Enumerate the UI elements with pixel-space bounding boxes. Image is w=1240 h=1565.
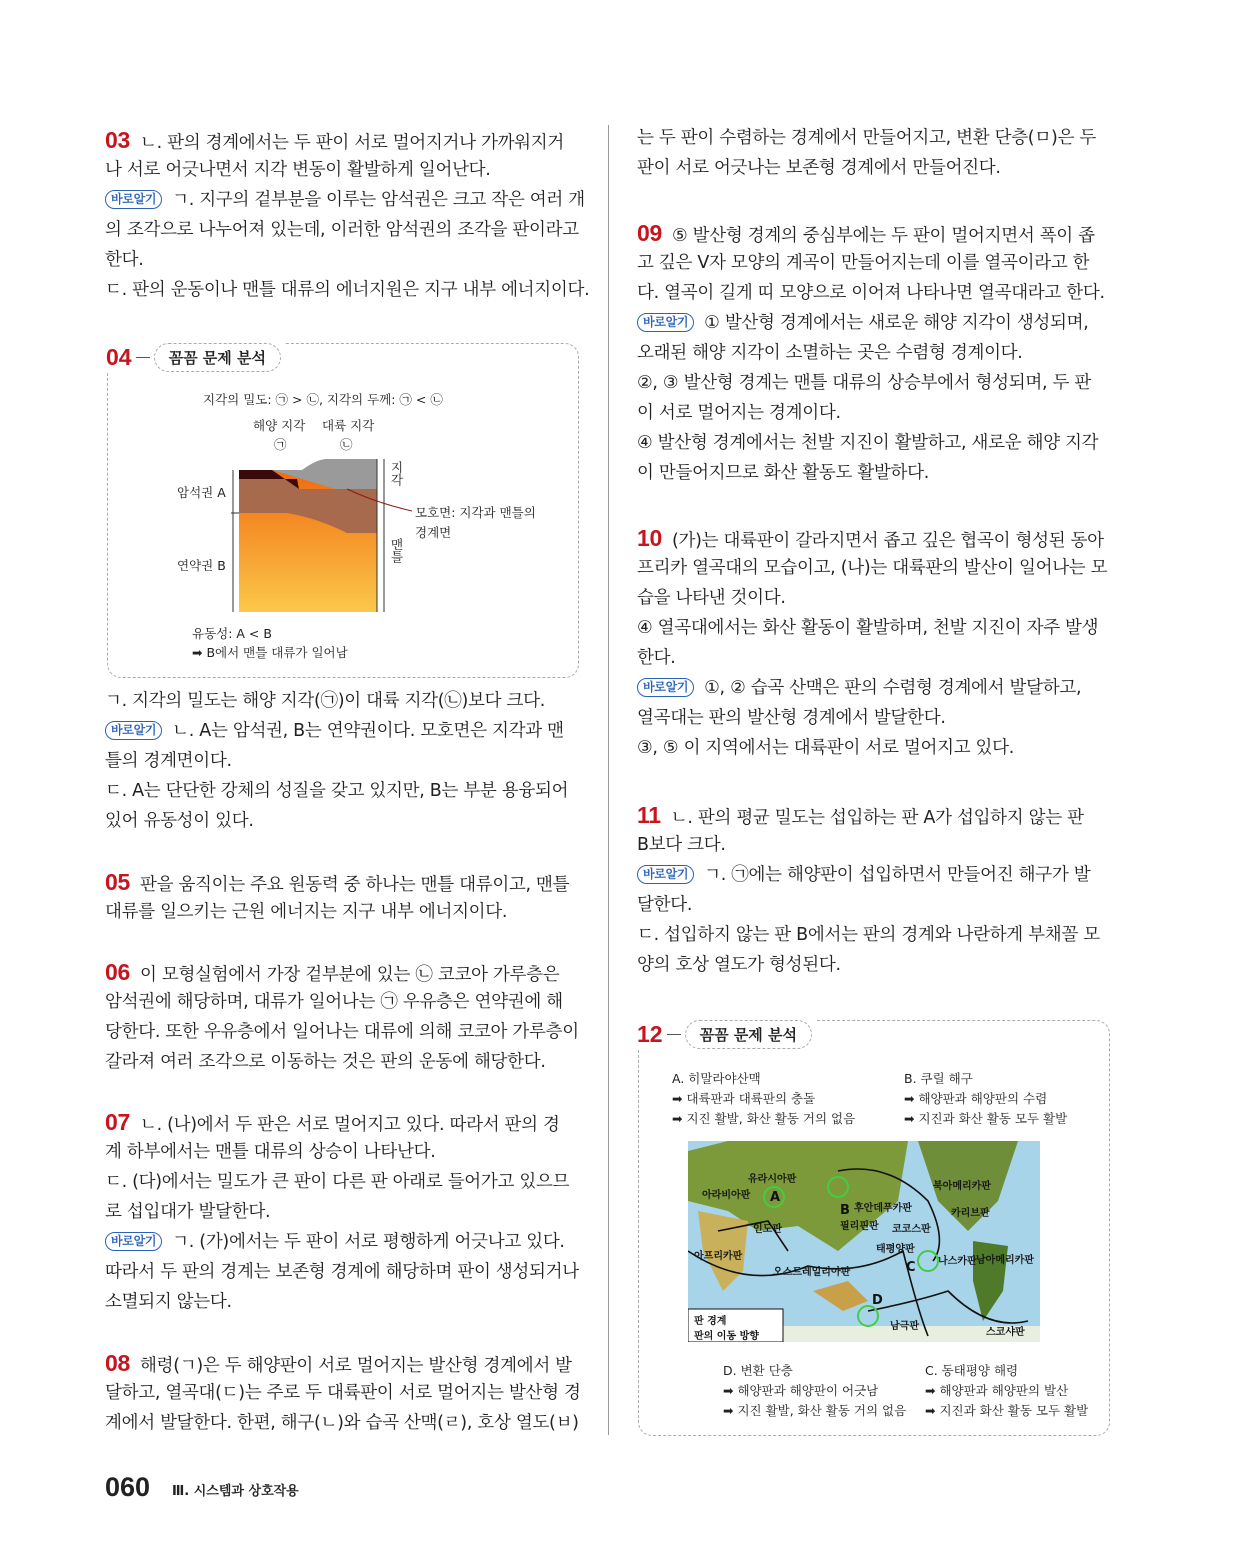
correction-badge: 바로알기 — [637, 313, 694, 332]
line-text: 있어 유동성이 있다. — [105, 811, 254, 831]
line-text: (가)는 대륙판이 갈라지면서 좁고 깊은 협곡이 형성된 동아 — [671, 531, 1104, 551]
question-number: 11 — [637, 802, 661, 828]
text-line — [637, 368, 1113, 398]
plate-label: 나스카판 — [938, 1256, 977, 1267]
world-plate-map — [688, 1141, 1040, 1342]
text-line — [105, 125, 581, 155]
text-line — [105, 215, 581, 245]
continental-label: 대륙 지각 — [322, 418, 375, 433]
text-line — [637, 398, 1113, 428]
text-line — [105, 1017, 581, 1047]
text-line — [637, 890, 1113, 920]
text-line — [637, 920, 1113, 950]
text-line — [637, 733, 1113, 763]
line-text: 계에서 발달한다. 한편, 해구(ㄴ)와 습곡 산맥(ㄹ), 호상 열도(ㅂ) — [105, 1413, 579, 1433]
text-line — [105, 1107, 581, 1137]
line-text: 열곡대는 판의 발산형 경계에서 발달한다. — [637, 708, 946, 728]
plate-label: 필리핀판 — [840, 1221, 879, 1232]
line-text: 한다. — [105, 250, 144, 270]
line-text: ㄴ. 판의 평균 밀도는 섭입하는 판 A가 섭입하지 않는 판 — [670, 808, 1084, 828]
plate-label: 남아메리카판 — [976, 1255, 1034, 1266]
line-text: 대류를 일으키는 근원 에너지는 지구 내부 에너지이다. — [105, 902, 508, 922]
plate-label: 코코스판 — [892, 1224, 931, 1235]
text-line — [105, 987, 581, 1017]
line-text: 해령(ㄱ)은 두 해양판이 서로 멀어지는 발산형 경계에서 발 — [139, 1356, 572, 1376]
text-line — [105, 185, 585, 215]
line-text: 나 서로 어긋나면서 지각 변동이 활발하게 일어난다. — [105, 160, 491, 180]
question-number: 06 — [105, 959, 130, 985]
text-line — [105, 716, 581, 746]
fluidity-note: 유동성: A < B — [192, 626, 272, 641]
text-line — [637, 613, 1113, 643]
text-line — [637, 523, 1113, 553]
question-number: 10 — [637, 525, 662, 551]
text-line — [105, 1348, 581, 1378]
density-note: 지각의 밀도: ㉠ > ㉡, 지각의 두께: ㉠ < ㉡ — [203, 392, 443, 407]
line-text: 당한다. 또한 우유층에서 일어나는 대류에 의해 코코아 가루층이 — [105, 1022, 579, 1042]
lithosphere-label: 암석권 A — [177, 485, 226, 500]
line-text: ㄴ. 판의 경계에서는 두 판이 서로 멀어지거나 가까워지거 — [139, 133, 564, 153]
question-number: 08 — [105, 1350, 130, 1376]
plate-label: 오스트레일리아판 — [773, 1267, 851, 1278]
line-text: 오래된 해양 지각이 소멸하는 곳은 수렴형 경계이다. — [637, 343, 1023, 363]
correction-badge: 바로알기 — [637, 865, 694, 884]
line-text: ㄱ. 지구의 겉부분을 이루는 암석권은 크고 작은 여러 개 — [172, 190, 585, 210]
line-text: ㄷ. 판의 운동이나 맨틀 대류의 에너지원은 지구 내부 에너지이다. — [105, 280, 590, 300]
line-text: ㄱ. ㉠에는 해양판이 섭입하면서 만들어진 해구가 발 — [704, 865, 1091, 885]
line-text: ① 발산형 경계에서는 새로운 해양 지각이 생성되며, — [704, 313, 1089, 333]
line-text: 고 깊은 V자 모양의 계곡이 만들어지는데 이를 열곡이라고 한 — [637, 253, 1090, 273]
line-text: 의 조각으로 나누어져 있는데, 이러한 암석권의 조각을 판이라고 — [105, 220, 579, 240]
text-line — [637, 338, 1113, 368]
moho-label-2: 경계면 — [415, 525, 452, 540]
line-text: ②, ③ 발산형 경계는 맨틀 대류의 상승부에서 형성되며, 두 판 — [637, 373, 1091, 393]
line-text: 이 만들어지므로 화산 활동도 활발하다. — [637, 463, 929, 483]
page-number: 060 — [105, 1472, 151, 1502]
line-text: 판이 서로 어긋나는 보존형 경계에서 만들어진다. — [637, 158, 1001, 178]
question-number: 09 — [637, 220, 662, 246]
text-line — [637, 830, 1113, 860]
plate-label: 카리브판 — [951, 1208, 990, 1219]
line-text: ㄷ. 섭입하지 않는 판 B에서는 판의 경계와 나란하게 부채꼴 모 — [637, 925, 1100, 945]
line-text: 갈라져 여러 조각으로 이동하는 것은 판의 운동에 해당한다. — [105, 1052, 546, 1072]
note-line: ➡ 지진 활발, 화산 활동 거의 없음 — [672, 1111, 856, 1126]
text-line — [637, 458, 1113, 488]
text-line — [105, 245, 581, 275]
text-line — [105, 897, 581, 927]
note-line: ➡ 지진과 화산 활동 모두 활발 — [904, 1111, 1068, 1126]
correction-badge: 바로알기 — [105, 721, 162, 740]
line-text: 프리카 열곡대의 모습이고, (나)는 대륙판의 발산이 일어나는 모 — [637, 558, 1108, 578]
note-line: ➡ 지진과 화산 활동 모두 활발 — [925, 1403, 1089, 1418]
line-text: 틀의 경계면이다. — [105, 751, 232, 771]
plate-label: 아라비아판 — [702, 1190, 751, 1201]
line-text: 달한다. — [637, 895, 693, 915]
line-text: ㄴ. (나)에서 두 판은 서로 멀어지고 있다. 따라서 판의 경 — [139, 1115, 560, 1135]
question-number: 12 — [637, 1021, 663, 1047]
oceanic-label: 해양 지각 — [253, 418, 306, 433]
text-line — [637, 800, 1113, 830]
text-line — [105, 275, 590, 305]
note-line: ➡ 해양판과 해양판의 수렴 — [904, 1091, 1048, 1106]
line-text: 달하고, 열곡대(ㄷ)는 주로 두 대륙판이 서로 멀어지는 발산형 경 — [105, 1383, 581, 1403]
mantle-label: 맨틀 — [389, 538, 404, 563]
note-title: B. 쿠릴 해구 — [904, 1071, 973, 1086]
plate-label: 아프리카판 — [694, 1251, 743, 1262]
text-line — [105, 1227, 581, 1257]
text-line — [637, 123, 1113, 153]
line-text: ④ 발산형 경계에서는 천발 지진이 활발하고, 새로운 해양 지각 — [637, 433, 1099, 453]
line-text: 로 섭입대가 발달한다. — [105, 1202, 271, 1222]
line-text: ⑤ 발산형 경계의 중심부에는 두 판이 멀어지면서 폭이 좁 — [671, 226, 1095, 246]
note-title: C. 동태평양 해령 — [925, 1363, 1019, 1378]
line-text: ㄱ. (가)에서는 두 판이 서로 평행하게 어긋나고 있다. — [172, 1232, 565, 1252]
text-line — [105, 686, 581, 716]
text-line — [105, 155, 581, 185]
section-title: Ⅲ. 시스템과 상호작용 — [172, 1484, 299, 1499]
plate-label: 인도판 — [753, 1224, 782, 1235]
text-line — [637, 673, 1113, 703]
convection-note: ➡ B에서 맨틀 대류가 일어남 — [192, 645, 348, 660]
plate-label: 태평양판 — [876, 1244, 915, 1255]
text-line — [637, 643, 1113, 673]
text-line — [637, 553, 1113, 583]
plate-label: 북아메리카판 — [933, 1181, 991, 1192]
text-line — [637, 583, 1113, 613]
line-text: 소멸되지 않는다. — [105, 1292, 232, 1312]
line-text: B보다 크다. — [637, 835, 726, 855]
box-title: 꼼꼼 문제 분석 — [154, 343, 281, 372]
question-number: 05 — [105, 869, 130, 895]
column-divider — [608, 125, 609, 1435]
text-line — [105, 1137, 581, 1167]
plate-label: 유라시아판 — [748, 1174, 797, 1185]
text-line — [637, 703, 1113, 733]
text-line — [105, 746, 581, 776]
question-number: 03 — [105, 127, 130, 153]
text-line — [105, 1257, 581, 1287]
text-line — [637, 308, 1113, 338]
line-text: 이 모형실험에서 가장 겉부분에 있는 ㉡ 코코아 가루층은 — [139, 965, 560, 985]
plate-label: 남극판 — [890, 1321, 919, 1332]
line-text: ㄱ. 지각의 밀도는 해양 지각(㉠)이 대륙 지각(㉡)보다 크다. — [105, 691, 545, 711]
box-title: 꼼꼼 문제 분석 — [685, 1020, 812, 1049]
line-text: ③, ⑤ 이 지역에서는 대륙판이 서로 멀어지고 있다. — [637, 738, 1015, 758]
line-text: ㄴ. A는 암석권, B는 연약권이다. 모호면은 지각과 맨 — [172, 721, 564, 741]
crust-diagram — [107, 343, 577, 676]
text-line — [637, 278, 1113, 308]
text-line — [105, 806, 581, 836]
line-text: 한다. — [637, 648, 676, 668]
line-text: ①, ② 습곡 산맥은 판의 수렴형 경계에서 발달하고, — [704, 678, 1082, 698]
text-line — [105, 1378, 581, 1408]
legend-boundary: 판 경계 — [694, 1316, 727, 1327]
plate-label: 후안데푸카판 — [854, 1203, 912, 1214]
text-line — [637, 428, 1113, 458]
note-line: ➡ 해양판과 해양판이 어긋남 — [723, 1383, 879, 1398]
text-line — [637, 153, 1113, 183]
text-line — [105, 1167, 581, 1197]
note-line: ➡ 해양판과 해양판의 발산 — [925, 1383, 1069, 1398]
text-line — [105, 867, 581, 897]
line-text: ㄷ. A는 단단한 강체의 성질을 갖고 있지만, B는 부분 용융되어 — [105, 781, 569, 801]
text-line — [637, 248, 1113, 278]
note-title: D. 변환 단층 — [723, 1363, 793, 1378]
mark-1: ㉠ — [274, 437, 287, 452]
line-text: 다. 열곡이 길게 띠 모양으로 이어져 나타나면 열곡대라고 한다. — [637, 283, 1105, 303]
text-line — [637, 860, 1113, 890]
moho-label: 모호면: 지각과 맨틀의 — [415, 505, 536, 520]
crust-label: 지각 — [389, 461, 404, 486]
text-line — [105, 1287, 581, 1317]
question-number: 07 — [105, 1109, 130, 1135]
note-line: ➡ 대륙판과 대륙판의 충돌 — [672, 1091, 816, 1106]
line-text: 는 두 판이 수렴하는 경계에서 만들어지고, 변환 단층(ㅁ)은 두 — [637, 128, 1096, 148]
line-text: 계 하부에서는 맨틀 대류의 상승이 나타난다. — [105, 1142, 436, 1162]
text-line — [637, 950, 1113, 980]
point-label: A — [770, 1190, 781, 1205]
question-number: 04 — [106, 344, 132, 370]
line-text: 습을 나타낸 것이다. — [637, 588, 786, 608]
note-title: A. 히말라야산맥 — [672, 1071, 761, 1086]
text-line — [637, 218, 1113, 248]
correction-badge: 바로알기 — [105, 1232, 162, 1251]
line-text: ④ 열곡대에서는 화산 활동이 활발하며, 천발 지진이 자주 발생 — [637, 618, 1099, 638]
legend-direction: 판의 이동 방향 — [694, 1331, 759, 1342]
plate-map-figure — [638, 1020, 1108, 1434]
text-line — [105, 1408, 581, 1438]
text-line — [105, 1197, 581, 1227]
line-text: 판을 움직이는 주요 원동력 중 하나는 맨틀 대류이고, 맨틀 — [139, 875, 570, 895]
plate-label: 스코샤판 — [986, 1327, 1025, 1338]
line-text: 따라서 두 판의 경계는 보존형 경계에 해당하며 판이 생성되거나 — [105, 1262, 579, 1282]
text-line — [105, 776, 581, 806]
text-line — [105, 1047, 581, 1077]
point-label: C — [906, 1260, 916, 1275]
correction-badge: 바로알기 — [105, 190, 162, 209]
correction-badge: 바로알기 — [637, 678, 694, 697]
line-text: ㄷ. (다)에서는 밀도가 큰 판이 다른 판 아래로 들어가고 있으므 — [105, 1172, 570, 1192]
line-text: 암석권에 해당하며, 대류가 일어나는 ㉠ 우유층은 연약권에 해 — [105, 992, 563, 1012]
point-label: B — [840, 1203, 850, 1218]
text-line — [105, 957, 581, 987]
line-text: 이 서로 멀어지는 경계이다. — [637, 403, 841, 423]
line-text: 양의 호상 열도가 형성된다. — [637, 955, 841, 975]
asthenosphere-label: 연약권 B — [177, 558, 226, 573]
point-label: D — [872, 1293, 883, 1308]
note-line: ➡ 지진 활발, 화산 활동 거의 없음 — [723, 1403, 907, 1418]
mark-2: ㉡ — [340, 437, 353, 452]
